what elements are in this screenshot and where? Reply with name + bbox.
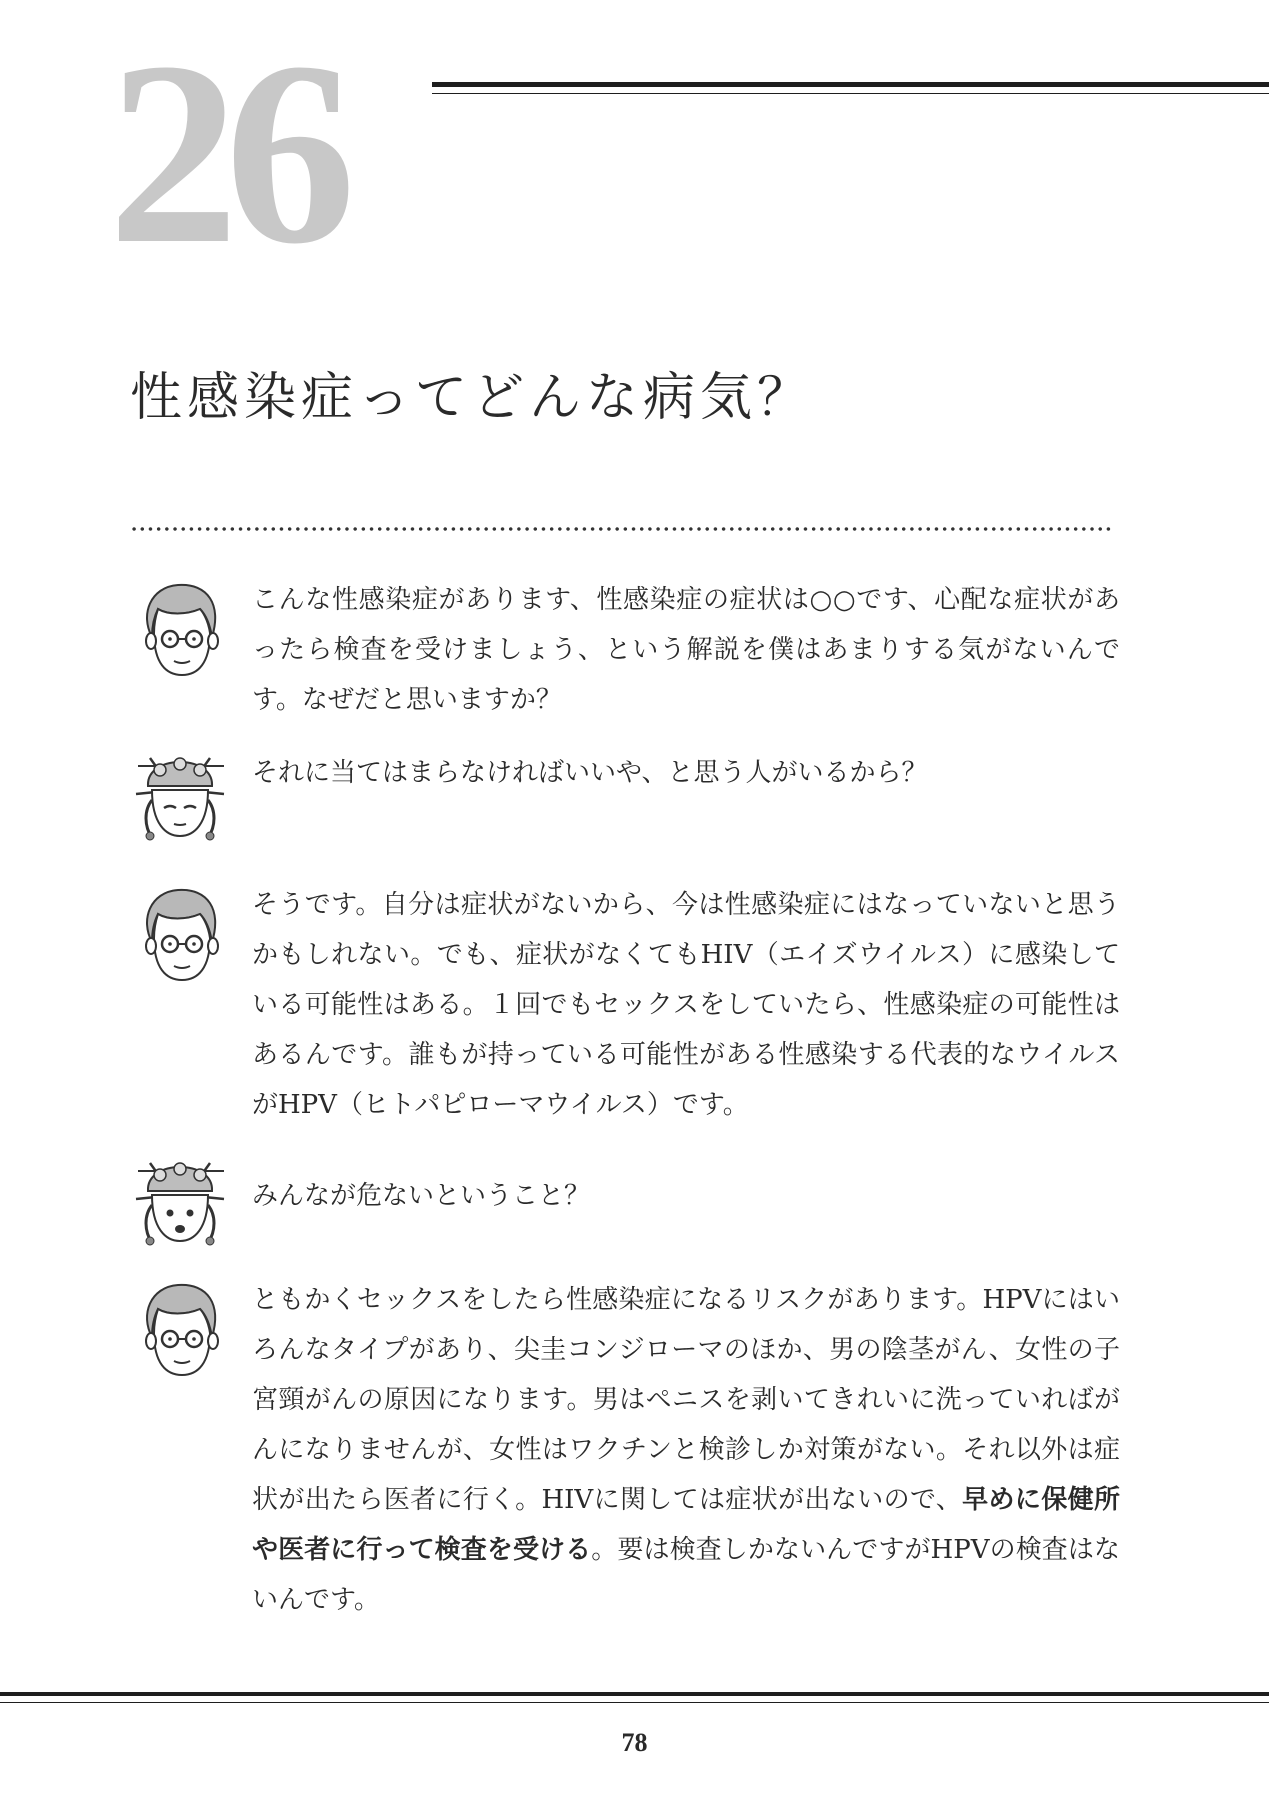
dialogue-text: そうです。自分は症状がないから、今は性感染症にはなっていないと思うかもしれない。でも、症状がなくてもHIV（エイズウイルス）に感染している可能性はある。１回でもセックスをしていたら、性感染症の可能性はあるんです。誰もが持っている可能性がある性感染する代表的なウイルスがHPV（ヒトパピローマウイルス）です。 xyxy=(252,890,1120,1120)
dialogue-text: みんなが危ないということ？ xyxy=(252,1181,591,1211)
doctor-man-face-icon xyxy=(130,880,230,990)
chapter-number: 26 xyxy=(108,8,342,298)
dialogue-text-part: ともかくセックスをしたら性感染症になるリスクがあります。HPVにはいろんなタイプがあり、尖圭コンジローマのほか、男の陰茎がん、女性の子宮頸がんの原因になります。男はペニスを剥いてきれいに洗っていればがんになりませんが、女性はワクチンと検診しか対策がない。それ以外は症状が出たら医者に行く。HIVに関しては症状が出ないので、 xyxy=(252,1285,1120,1515)
doctor-man-face-icon xyxy=(130,575,230,685)
woman-closed-eyes-face-icon xyxy=(130,740,230,850)
footer-rule xyxy=(0,1692,1269,1696)
dialogue-text-part: 。要は検査しかないんですがHPVの検査はないんです。 xyxy=(252,1535,1120,1615)
page-number: 78 xyxy=(621,1728,648,1757)
header-rule xyxy=(432,82,1269,87)
chapter-title: 性感染症ってどんな病気？ xyxy=(130,368,815,428)
doctor-man-face-icon xyxy=(130,1275,230,1385)
dialogue-text: それに当てはまらなければいいや、と思う人がいるから？ xyxy=(252,758,928,788)
woman-surprised-face-icon xyxy=(130,1145,230,1255)
emphasized-advice: 早めに保健所や医者に行って検査を受ける xyxy=(252,1485,1120,1565)
dotted-divider xyxy=(130,526,1114,532)
dialogue-text: こんな性感染症があります、性感染症の症状は○○です、心配な症状があったら検査を受けましょう、という解説を僕はあまりする気がないんです。なぜだと思いますか？ xyxy=(252,585,1120,715)
dialogue-text xyxy=(252,1275,1120,1625)
